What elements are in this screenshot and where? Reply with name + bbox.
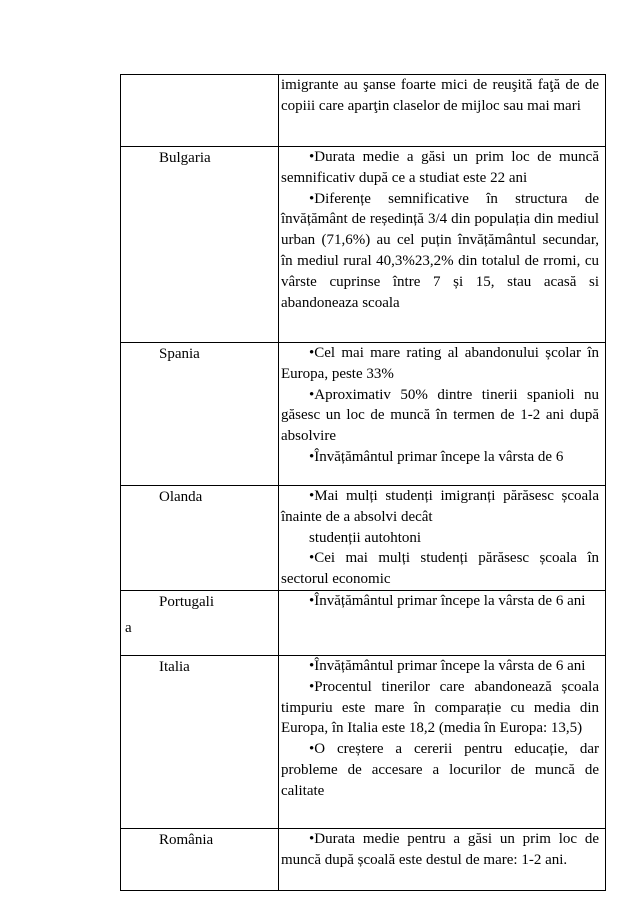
country-name: România [159,831,214,848]
country-name: Italia [159,658,190,675]
country-name: Spania [159,346,200,362]
paragraph-text: Durata medie pentru a găsi un prim loc de muncă după școală este destul de mare: 1-2 ani. [281,830,599,868]
bullet-icon: • [309,488,315,504]
description-paragraph [279,343,599,385]
paragraph-text: Cei mai mulți studenți părăsesc școala în sectorul economic [281,550,599,588]
bullet-icon: • [309,741,315,758]
paragraph-text: Aproximativ 50% dintre tinerii spanioli nu găsesc un loc de muncă în termen de 1-2 ani după absolvire [281,386,599,445]
country-cell [121,828,279,890]
bullet-icon: • [309,592,315,609]
bullet-icon: • [309,386,315,403]
paragraph-text: Cel mai mare rating al abandonului școlar în Europa, peste 33% [281,345,599,382]
description-paragraph [279,656,599,677]
description-paragraph [279,739,599,801]
paragraph-text: Învățământul primar începe la vârsta de 6 [314,448,564,465]
description-cell [279,590,606,655]
country-name: Portugali [159,593,214,610]
bullet-icon: • [309,190,315,207]
bullet-icon: • [309,448,315,465]
table-row [121,828,606,890]
description-cell [279,147,606,343]
bullet-icon: • [309,550,315,567]
bullet-icon: • [309,678,315,695]
country-name [121,75,278,76]
country-cell [121,75,279,147]
description-paragraph [279,829,599,871]
paragraph-text: O creștere a cererii pentru educație, dar probleme de accesare a locurilor de muncă de calitate [281,741,599,799]
country-cell [121,486,279,591]
bullet-icon: • [309,830,315,847]
country-name: Olanda [159,489,203,505]
description-paragraph [279,447,599,468]
description-paragraph [279,548,599,590]
country-name: Bulgaria [159,150,211,166]
table-row [121,590,606,655]
description-cell [279,828,606,890]
paragraph-text: Mai mulți studenți imigranți părăsesc școala înainte de a absolvi decât [281,488,599,525]
table-row [121,655,606,828]
country-cell [121,655,279,828]
country-cell [121,590,279,655]
paragraph-text: imigrante au şanse foarte mici de reuşită faţă de de copiii care aparţin claselor de mijloc sau mai mari [281,77,599,114]
description-paragraph [279,147,599,189]
country-cell [121,147,279,343]
bullet-icon: • [309,149,315,165]
description-paragraph [279,385,599,447]
country-name-continuation: a [125,619,132,636]
description-cell [279,343,606,486]
paragraph-text: Învățământul primar începe la vârsta de 6 ani [314,657,586,674]
country-table [120,74,606,891]
description-paragraph [279,528,599,549]
paragraph-text: Procentul tinerilor care abandonează școala timpuriu este mare în comparație cu media din Europa, în Italia este 18,2 (media în Europa: 13,5) [281,678,599,737]
description-paragraph [279,75,599,117]
paragraph-text: Durata medie a găsi un prim loc de muncă semnificativ după ce a studiat este 22 ani [281,149,599,186]
description-paragraph [279,677,599,739]
table-row [121,75,606,147]
paragraph-text: studenții autohtoni [309,529,422,546]
table-row [121,147,606,343]
description-cell [279,655,606,828]
description-paragraph [279,591,599,612]
description-cell [279,486,606,591]
paragraph-text: Diferențe semnificative în structura de învățământ de reședință 3/4 din populația din mediul urban (71,6%) au cel puțin învățământul secundar, în mediul rural 40,3%23,2% din totalul de rromi, cu vârste cuprinse între 7 și 15, stau acasă si abandoneaza scoala [281,190,599,311]
bullet-icon: • [309,345,315,361]
table-row [121,343,606,486]
table-row [121,486,606,591]
bullet-icon: • [309,657,315,674]
paragraph-text: Învățământul primar începe la vârsta de 6 ani [314,592,586,609]
description-paragraph [279,486,599,528]
country-cell [121,343,279,486]
country-table-body [121,75,606,891]
description-paragraph [279,189,599,314]
description-cell [279,75,606,147]
